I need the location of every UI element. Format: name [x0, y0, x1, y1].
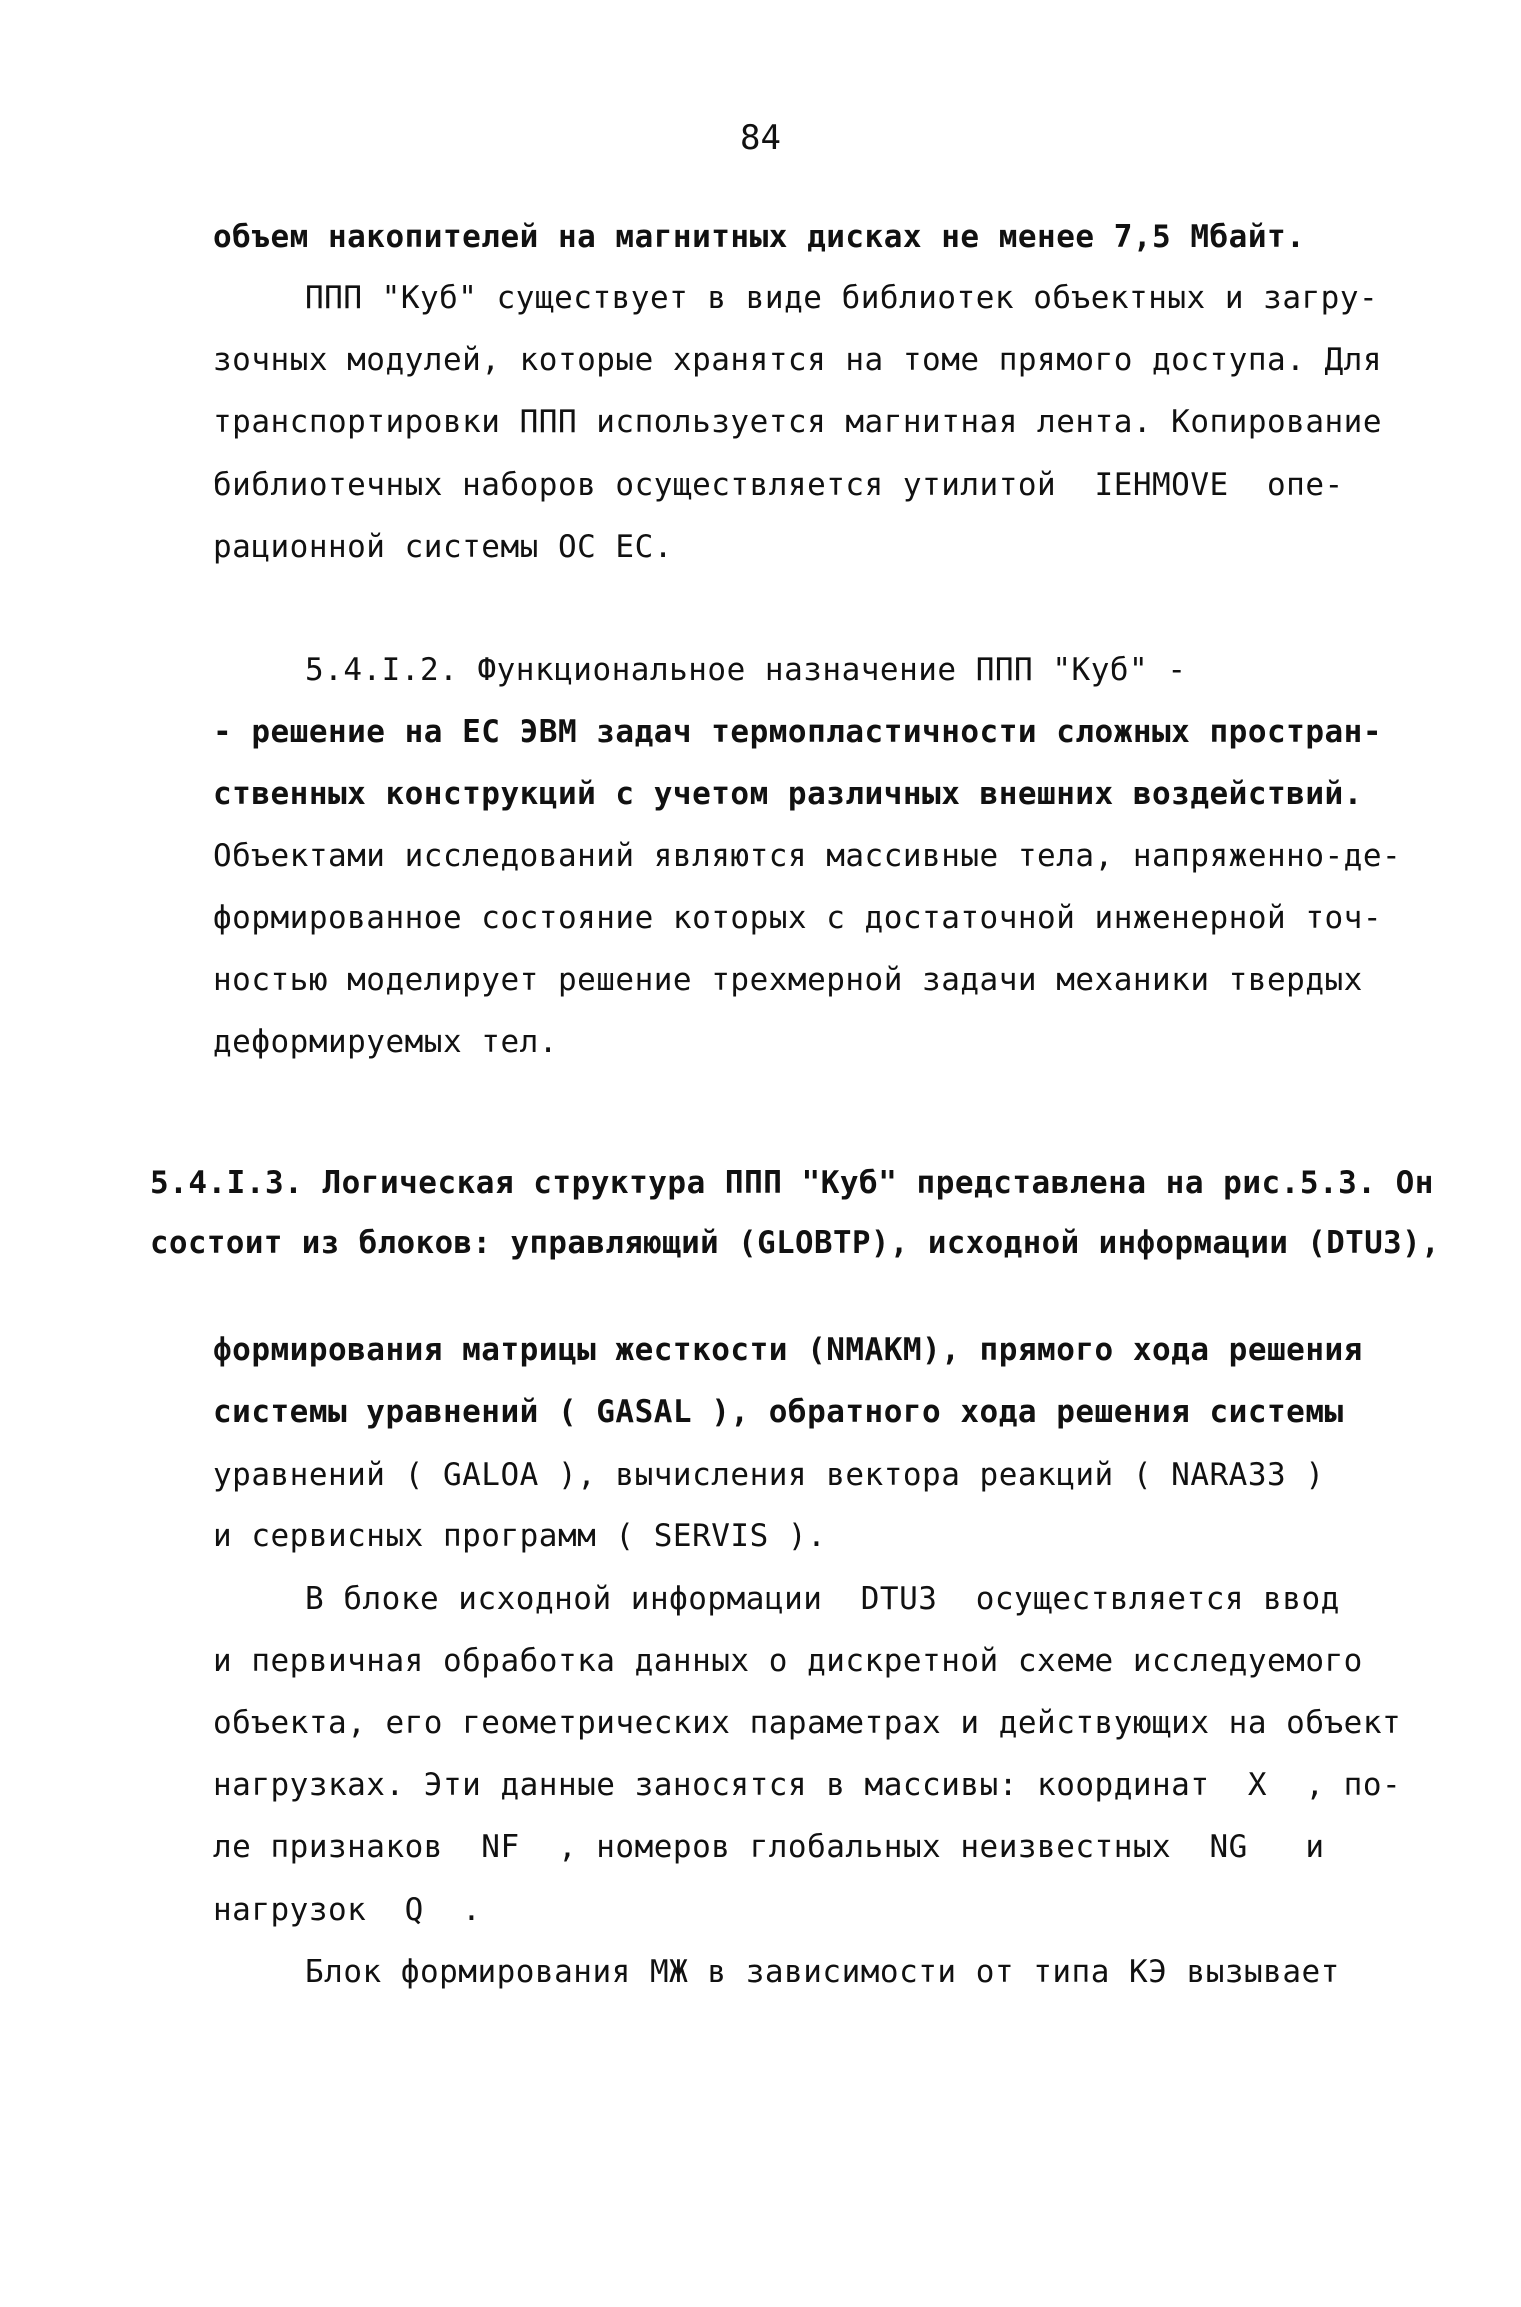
text-line: - решение на ЕС ЭВМ задач термопластичности сложных простран-: [213, 714, 1382, 750]
section-heading: 5.4.I.2. Функциональное назначение ППП "Куб" -: [305, 652, 1187, 688]
text-line: и первичная обработка данных о дискретной схеме исследуемого: [213, 1643, 1363, 1679]
text-line: формирования матрицы жесткости (NMAKM), прямого хода решения: [213, 1332, 1363, 1368]
text-line: транспортировки ППП используется магнитная лента. Копирование: [213, 404, 1382, 440]
text-line: состоит из блоков: управляющий (GLOBTP), исходной информации (DTU3),: [150, 1225, 1441, 1261]
text-line: ППП "Куб" существует в виде библиотек объектных и загру-: [305, 280, 1379, 316]
text-line: формированное состояние которых с достаточной инженерной точ-: [213, 900, 1382, 936]
section-heading: 5.4.I.3. Логическая структура ППП "Куб" представлена на рис.5.3. Он: [150, 1165, 1434, 1201]
page-number: 84: [740, 118, 781, 158]
text-line: деформируемых тел.: [213, 1024, 558, 1060]
text-line: Блок формирования МЖ в зависимости от типа КЭ вызывает: [305, 1954, 1340, 1990]
text-line: уравнений ( GALOA ), вычисления вектора реакций ( NARA33 ): [213, 1457, 1325, 1493]
text-line: ле признаков NF , номеров глобальных неизвестных NG и: [213, 1829, 1325, 1865]
text-line: библиотечных наборов осуществляется утилитой IEHMOVE опе-: [213, 467, 1344, 503]
text-line: Объектами исследований являются массивные тела, напряженно-де-: [213, 838, 1402, 874]
text-line: зочных модулей, которые хранятся на томе прямого доступа. Для: [213, 342, 1382, 378]
text-line: объекта, его геометрических параметрах и действующих на объект: [213, 1705, 1402, 1741]
text-line: ственных конструкций с учетом различных внешних воздействий.: [213, 776, 1363, 812]
text-line: В блоке исходной информации DTU3 осуществляется ввод: [305, 1581, 1340, 1617]
text-line: нагрузок Q .: [213, 1892, 482, 1928]
text-line: системы уравнений ( GASAL ), обратного хода решения системы: [213, 1394, 1344, 1430]
text-line: объем накопителей на магнитных дисках не менее 7,5 Мбайт.: [213, 219, 1306, 255]
text-line: и сервисных программ ( SERVIS ).: [213, 1518, 827, 1554]
text-line: рационной системы ОС ЕС.: [213, 529, 673, 565]
text-line: ностью моделирует решение трехмерной задачи механики твердых: [213, 962, 1363, 998]
text-line: нагрузках. Эти данные заносятся в массивы: координат X , по-: [213, 1767, 1402, 1803]
